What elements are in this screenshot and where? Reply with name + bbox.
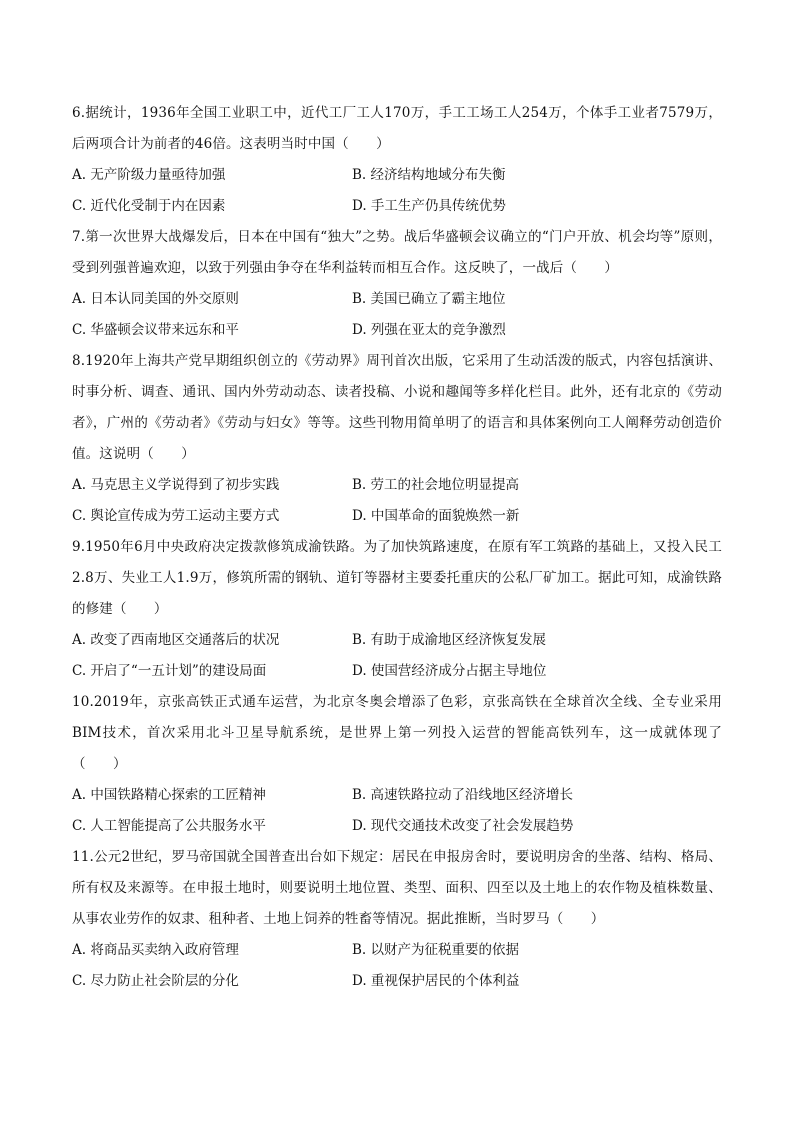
option-d: D. 手工生产仍具传统优势 — [352, 198, 506, 214]
question-stem: 10.2019年，京张高铁正式通车运营，为北京冬奥会增添了色彩，京张高铁在全球首次全线、全专业采用BIM技术，首次采用北斗卫星导航系统，是世界上第一列投入运营的智能高铁列车，这一成就体现了（ ） — [72, 694, 722, 772]
option-c: C. 开启了“一五计划”的建设局面 — [72, 663, 267, 679]
option-d: D. 重视保护居民的个体利益 — [352, 973, 520, 989]
option-c: C. 华盛顿会议带来远东和平 — [72, 322, 239, 338]
option-b: B. 劳工的社会地位明显提高 — [352, 477, 520, 493]
question-stem: 6.据统计，1936年全国工业职工中，近代工厂工人170万，手工工场工人254万，个体手工业者7579万，后两项合计为前者的46倍。这表明当时中国（ ） — [72, 105, 722, 152]
question-11 — [72, 842, 722, 997]
question-stem: 9.1950年6月中央政府决定拨款修筑成渝铁路。为了加快筑路速度，在原有军工筑路的基础上，又投入民工2.8万、失业工人1.9万，修筑所需的钢轨、道钉等器材主要委托重庆的公私厂矿加工。据此可知，成渝铁路的修建（ ） — [72, 539, 722, 617]
question-7 — [72, 222, 722, 346]
question-options — [72, 625, 722, 687]
option-d: D. 使国营经济成分占据主导地位 — [352, 663, 547, 679]
option-a: A. 马克思主义学说得到了初步实践 — [72, 477, 280, 493]
question-options — [72, 935, 722, 997]
option-c: C. 近代化受制于内在因素 — [72, 198, 226, 214]
option-a: A. 日本认同美国的外交原则 — [72, 291, 239, 307]
option-b: B. 有助于成渝地区经济恢复发展 — [352, 632, 547, 648]
question-options — [72, 284, 722, 346]
option-c: C. 舆论宣传成为劳工运动主要方式 — [72, 508, 280, 524]
option-a: A. 中国铁路精心探索的工匠精神 — [72, 787, 266, 803]
question-stem: 11.公元2世纪，罗马帝国就全国普查出台如下规定：居民在申报房舍时，要说明房舍的坐落、结构、格局、所有权及来源等。在申报土地时，则要说明土地位置、类型、面积、四至以及土地上的农作物及植株数量、从事农业劳作的奴隶、租种者、土地上饲养的牲畜等情况。据此推断，当时罗马（ ） — [72, 849, 722, 927]
option-d: D. 中国革命的面貌焕然一新 — [352, 508, 520, 524]
option-b: B. 经济结构地域分布失衡 — [352, 167, 506, 183]
question-options — [72, 160, 722, 222]
option-b: B. 美国已确立了霸主地位 — [352, 291, 506, 307]
question-9 — [72, 532, 722, 687]
option-c: C. 尽力防止社会阶层的分化 — [72, 973, 239, 989]
option-a: A. 改变了西南地区交通落后的状况 — [72, 632, 280, 648]
option-d: D. 列强在亚太的竞争激烈 — [352, 322, 506, 338]
option-a: A. 无产阶级力量亟待加强 — [72, 167, 226, 183]
question-stem: 7.第一次世界大战爆发后，日本在中国有“独大”之势。战后华盛顿会议确立的“门户开放、机会均等”原则，受到列强普遍欢迎，以致于列强由争夺在华利益转而相互合作。这反映了，一战后（ ） — [72, 229, 722, 276]
question-6 — [72, 98, 722, 222]
exam-page — [72, 98, 722, 997]
option-c: C. 人工智能提高了公共服务水平 — [72, 818, 266, 834]
question-stem: 8.1920年上海共产党早期组织创立的《劳动界》周刊首次出版，它采用了生动活泼的版式，内容包括演讲、时事分析、调查、通讯、国内外劳动动态、读者投稿、小说和趣闻等多样化栏目。此外，还有北京的《劳动者》，广州的《劳动者》《劳动与妇女》等等。这些刊物用简单明了的语言和具体案例向工人阐释劳动创造价值。这说明（ ） — [72, 353, 722, 462]
question-8 — [72, 346, 722, 532]
question-options — [72, 780, 722, 842]
question-10 — [72, 687, 722, 842]
question-options — [72, 470, 722, 532]
option-a: A. 将商品买卖纳入政府管理 — [72, 942, 239, 958]
option-b: B. 高速铁路拉动了沿线地区经济增长 — [352, 787, 574, 803]
option-d: D. 现代交通技术改变了社会发展趋势 — [352, 818, 574, 834]
option-b: B. 以财产为征税重要的依据 — [352, 942, 520, 958]
